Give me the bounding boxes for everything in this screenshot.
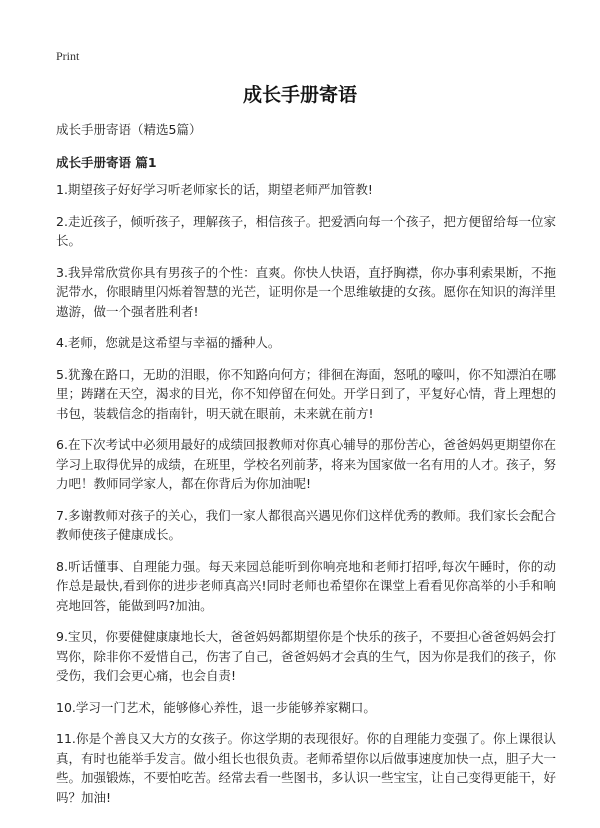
paragraph: 7.多谢教师对孩子的关心，我们一家人都很高兴遇见你们这样优秀的教师。我们家长会配合教师使孩子健康成长。 <box>56 507 556 542</box>
paragraph: 3.我异常欣赏你具有男孩子的个性：直爽。你快人快语，直抒胸襟，你办事利索果断，不拖泥带水，你眼睛里闪烁着智慧的光芒，证明你是一个思维敏捷的女孩。愿你在知识的海洋里遨游，做一个强者胜利者! <box>56 264 557 319</box>
section-heading: 成长手册寄语 篇1 <box>56 155 157 170</box>
document-subtitle: 成长手册寄语（精选5篇） <box>56 122 202 137</box>
paragraph: 8.听话懂事、自理能力强。每天来园总能听到你响亮地和老师打招呼,每次午睡时，你的动作总是最快,看到你的进步老师真高兴!同时老师也希望你在课堂上看看见你高举的小手和响亮地回答，能做到吗?加油。 <box>56 558 556 613</box>
paragraph: 9.宝贝，你要健健康康地长大，爸爸妈妈都期望你是个快乐的孩子，不要担心爸爸妈妈会打骂你，除非你不爱惜自己，伤害了自己，爸爸妈妈才会真的生气，因为你是我们的孩子，你受伤，我们会更心痛，也会自责! <box>56 629 557 683</box>
paragraph: 11.你是个善良又大方的女孩子。你这学期的表现很好。你的自理能力变强了。你上课很认真，有时也能举手发言。做小组长也很负责。老师希望你以后做事速度加快一点，胆子大一些。加强锻炼，不要怕吃苦。经常去看一些图书，多认识一些宝宝，让自己变得更能干，好吗？加油! <box>56 731 557 805</box>
paragraph: 6.在下次考试中必须用最好的成绩回报教师对你真心辅导的那份苦心，爸爸妈妈更期望你在学习上取得优异的成绩，在班里，学校名列前茅，将来为国家做一名有用的人才。孩子，努力吧！教师同学家人，都在你背后为你加油呢! <box>56 437 557 491</box>
paragraph: 1.期望孩子好好学习听老师家长的话，期望老师严加管教! <box>56 182 373 197</box>
print-label[interactable]: Print <box>56 49 80 63</box>
paragraph: 5.犹豫在路口，无助的泪眼，你不知路向何方；徘徊在海面，怒吼的嚎叫，你不知漂泊在哪里；踌躇在天空，渴求的目光，你不知停留在何处。开学日到了，平复好心情，背上理想的书包，装载信念的指南针，明天就在眼前，未来就在前方! <box>56 366 557 421</box>
page-title: 成长手册寄语 <box>242 84 357 106</box>
document-body <box>56 180 556 819</box>
paragraph: 2.走近孩子，倾听孩子，理解孩子，相信孩子。把爱洒向每一个孩子，把方便留给每一位家长。 <box>56 213 556 248</box>
paragraph: 4.老师，您就是这希望与幸福的播种人。 <box>56 335 281 350</box>
paragraph: 10.学习一门艺术，能够修心养性，退一步能够养家糊口。 <box>56 699 376 715</box>
